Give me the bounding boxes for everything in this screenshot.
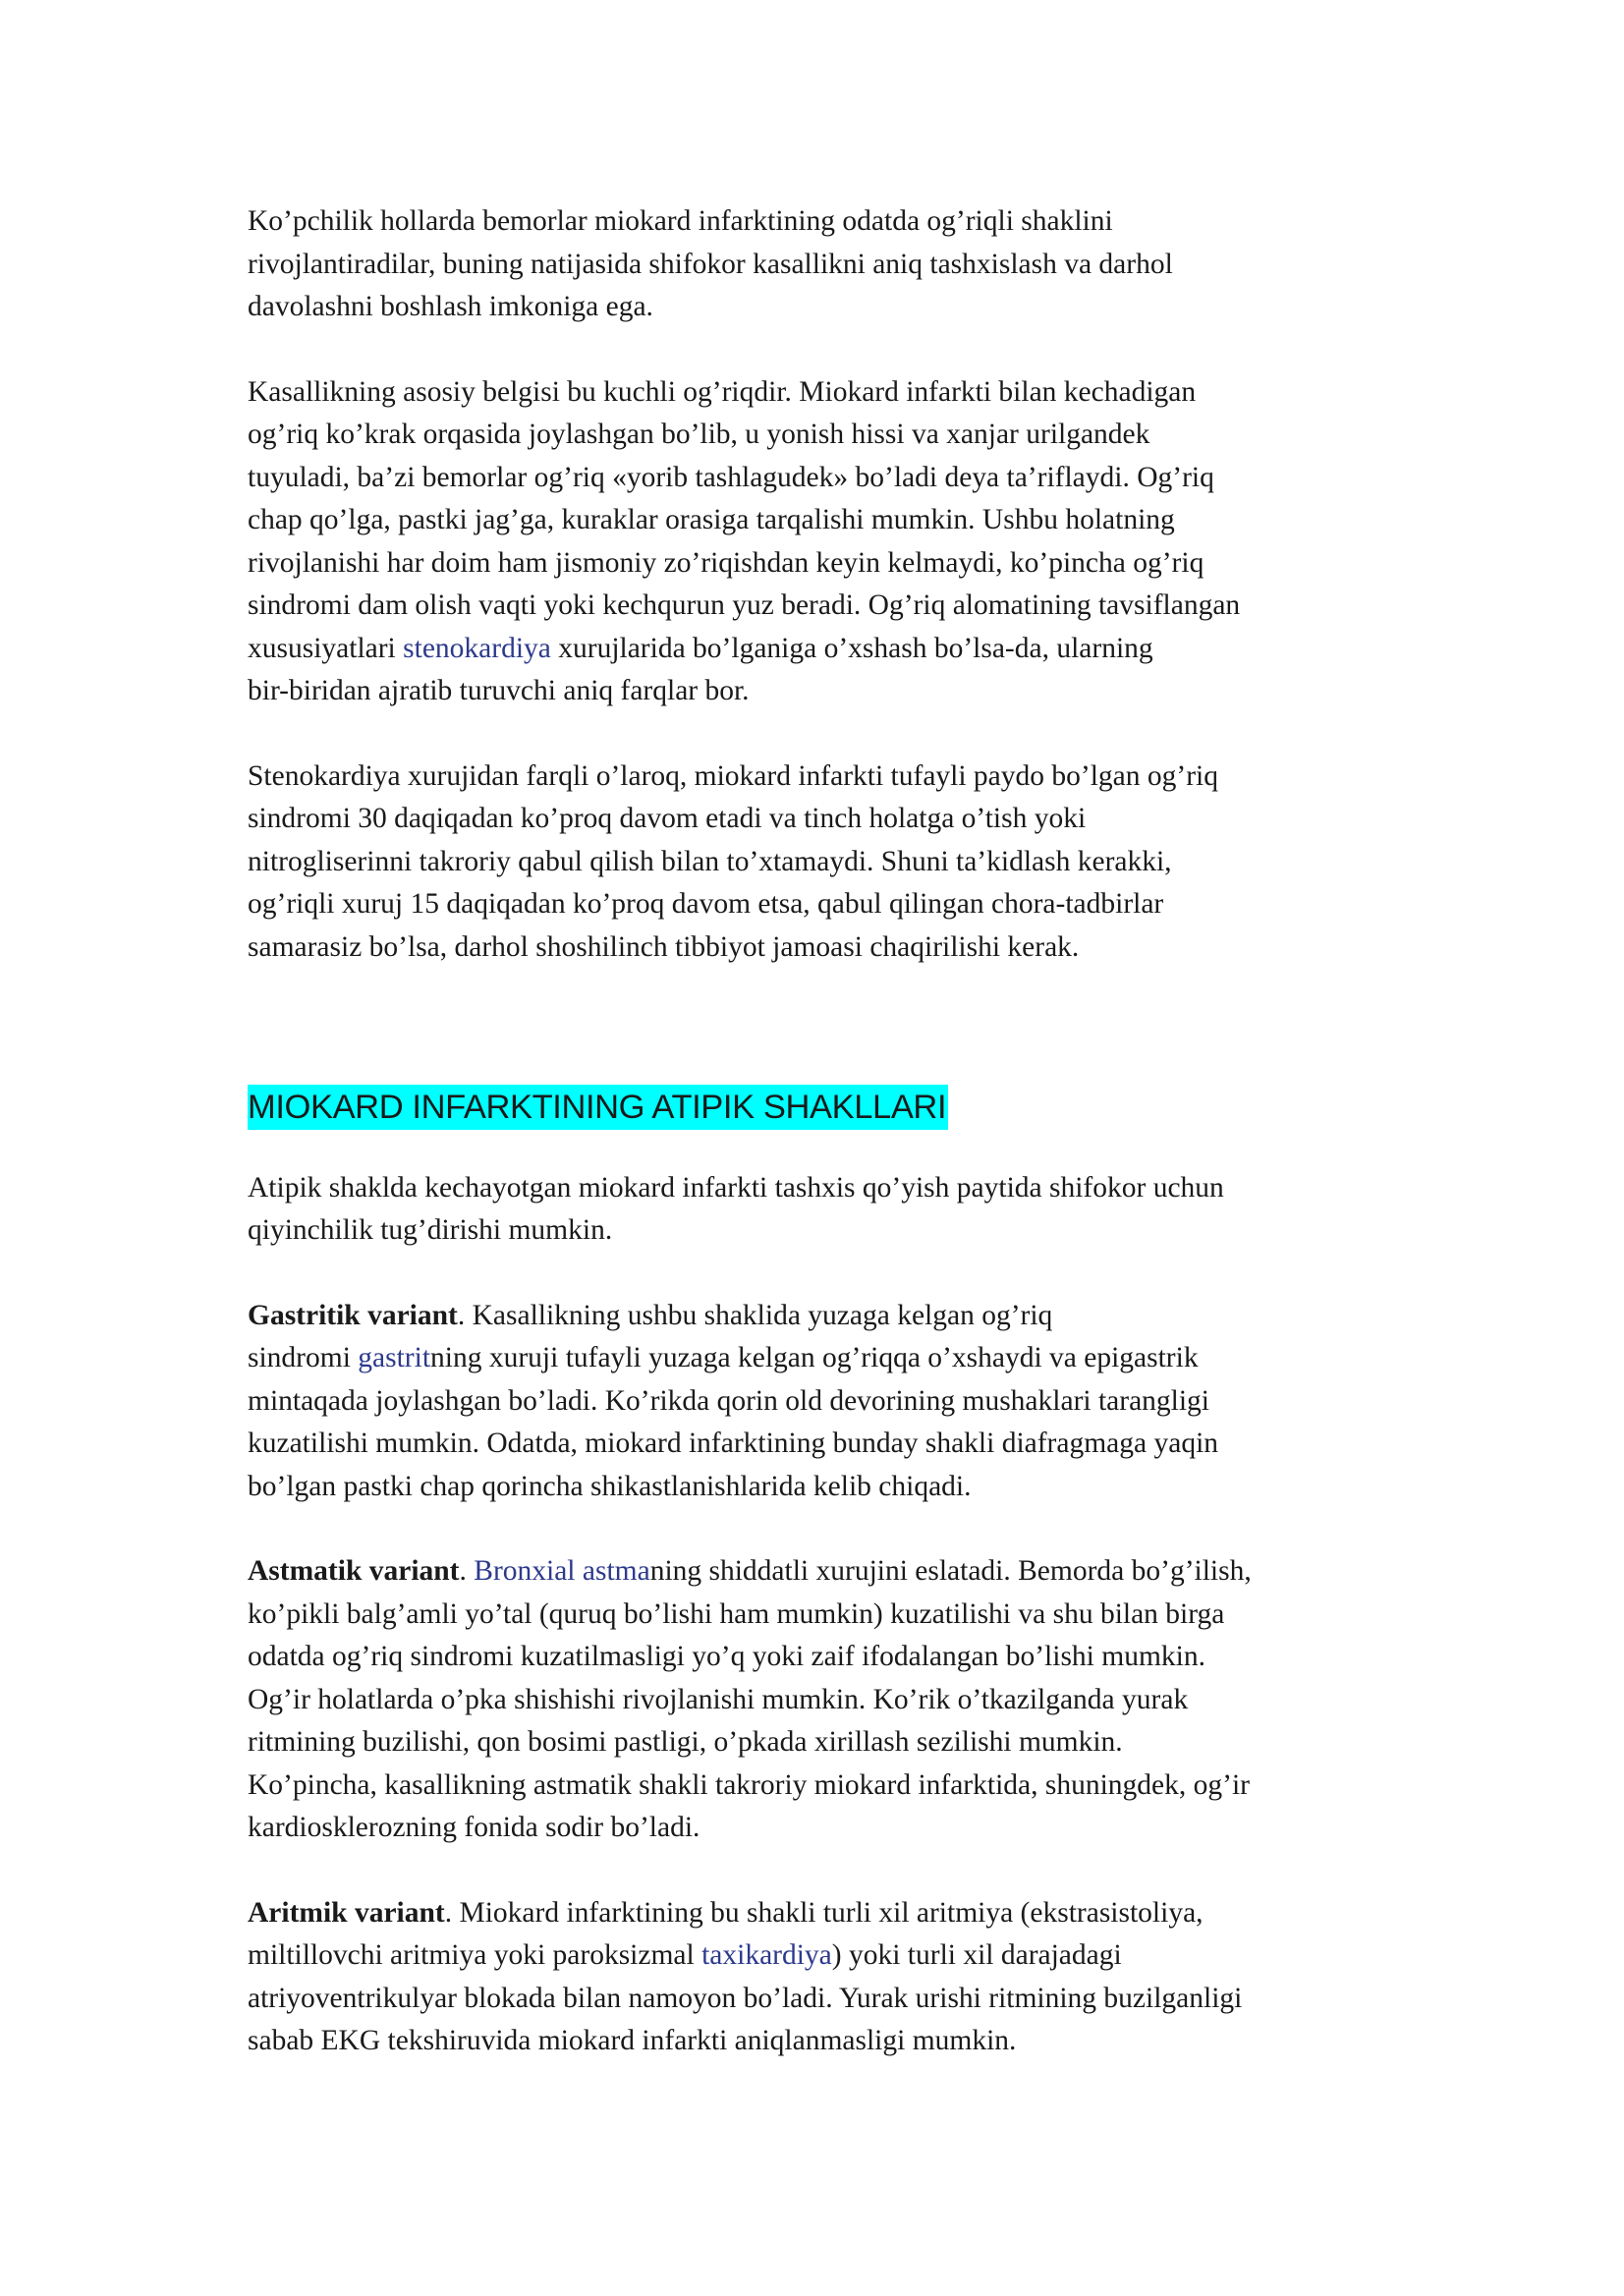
paragraph-astmatik-variant (248, 1550, 1427, 1850)
text-line: qiyinchilik tug’dirishi mumkin. (248, 1214, 613, 1246)
section-heading-wrapper (248, 1085, 1427, 1132)
link-taxikardiya[interactable]: taxikardiya (701, 1939, 832, 1971)
text-line: sindromi 30 daqiqadan ko’proq davom etadi va tinch holatga o’tish yoki (248, 803, 1087, 834)
text-line: mintaqada joylashgan bo’ladi. Ko’rikda qorin old devorining mushaklari tarangligi (248, 1384, 1210, 1417)
paragraph-aritmik-variant (248, 1892, 1427, 2063)
text-segment: ning xuruji tufayli yuzaga kelgan og’riqqa o’xshaydi va epigastrik (430, 1342, 1199, 1373)
paragraph-angina-difference (248, 756, 1427, 970)
text-line: davolashni boshlash imkoniga ega. (248, 291, 653, 322)
text-segment: . (459, 1555, 475, 1587)
text-line (248, 1295, 1427, 1338)
section-heading: MIOKARD INFARKTINING ATIPIK SHAKLLARI (248, 1085, 948, 1130)
text-segment: xususiyatlari (248, 632, 404, 664)
text-line: bo’lgan pastki chap qorincha shikastlanishlarida kelib chiqadi. (248, 1470, 972, 1502)
variant-title: Astmatik variant (248, 1555, 460, 1587)
text-line: Stenokardiya xurujidan farqli o’laroq, miokard infarkti tufayli paydo bo’lgan og’riq (248, 759, 1218, 792)
text-segment: ) yoki turli xil darajadagi (831, 1939, 1122, 1971)
text-line: kardiosklerozning fonida sodir bo’ladi. (248, 1812, 700, 1843)
text-line (248, 1550, 1427, 1594)
text-line: bir-biridan ajratib turuvchi aniq farqlar bor. (248, 675, 750, 706)
text-line: rivojlanishi har doim ham jismoniy zo’riqishdan keyin kelmaydi, ko’pincha og’riq (248, 546, 1204, 579)
text-line: Ko’pchilik hollarda bemorlar miokard infarktining odatda og’riqli shaklini (248, 205, 1113, 237)
variant-title: Aritmik variant (248, 1896, 445, 1929)
text-segment: . Kasallikning ushbu shaklida yuzaga kelgan og’riq (457, 1299, 1053, 1331)
paragraph-atypical-intro (248, 1167, 1427, 1253)
text-line: sindromi dam olish vaqti yoki kechqurun yuz beradi. Og’riq alomatining tavsiflangan (248, 589, 1241, 621)
text-line: ko’pikli balg’amli yo’tal (quruq bo’lishi ham mumkin) kuzatilishi va shu bilan birga (248, 1597, 1225, 1630)
text-line: chap qo’lga, pastki jag’ga, kuraklar orasiga tarqalishi mumkin. Ushbu holatning (248, 504, 1175, 535)
text-line: og’riq ko’krak orqasida joylashgan bo’lib, u yonish hissi va xanjar urilgandek (248, 419, 1150, 450)
text-line: Atipik shaklda kechayotgan miokard infarkti tashxis qo’yish paytida shifokor uchun (248, 1171, 1224, 1204)
text-segment: ning shiddatli xurujini eslatadi. Bemorda bo’g’ilish, (649, 1555, 1252, 1587)
variant-title: Gastritik variant (248, 1299, 458, 1331)
text-line: ritmining buzilishi, qon bosimi pastligi, o’pkada xirillash sezilishi mumkin. (248, 1726, 1123, 1758)
text-line: tuyuladi, ba’zi bemorlar og’riq «yorib tashlagudek» bo’ladi deya ta’riflaydi. Og’riq (248, 461, 1214, 493)
text-line: atriyoventrikulyar blokada bilan namoyon bo’ladi. Yurak urishi ritmining buzilganligi (248, 1982, 1243, 2014)
text-line: nitrogliserinni takroriy qabul qilish bilan to’xtamaydi. Shuni ta’kidlash kerakki, (248, 845, 1172, 877)
text-line: odatda og’riq sindromi kuzatilmasligi yo’q yoki zaif ifodalangan bo’lishi mumkin. (248, 1641, 1205, 1672)
text-line (248, 1934, 1427, 1978)
text-line: Ko’pincha, kasallikning astmatik shakli takroriy miokard infarktida, shuningdek, og’ir (248, 1768, 1250, 1801)
text-segment: . Miokard infarktining bu shakli turli xil aritmiya (ekstrasistoliya, (444, 1896, 1204, 1929)
text-line: samarasiz bo’lsa, darhol shoshilinch tibbiyot jamoasi chaqirilishi kerak. (248, 930, 1080, 963)
paragraph-gastritik-variant (248, 1295, 1427, 1509)
link-gastrit[interactable]: gastrit (358, 1342, 431, 1373)
link-bronxial-astma[interactable]: Bronxial astma (474, 1555, 650, 1587)
text-segment: miltillovchi aritmiya yoki paroksizmal (248, 1939, 702, 1971)
text-line: Kasallikning asosiy belgisi bu kuchli og’riqdir. Miokard infarkti bilan kechadigan (248, 375, 1197, 408)
text-line: kuzatilishi mumkin. Odatda, miokard infarktining bunday shakli diafragmaga yaqin (248, 1428, 1219, 1459)
text-line: sabab EKG tekshiruvida miokard infarkti aniqlanmasligi mumkin. (248, 2025, 1017, 2056)
text-line (248, 1337, 1427, 1380)
text-segment: sindromi (248, 1342, 359, 1373)
text-line (248, 1892, 1427, 1935)
text-line: og’riqli xuruj 15 daqiqadan ko’proq davom etsa, qabul qilingan chora-tadbirlar (248, 888, 1164, 920)
text-segment: xurujlarida bo’lganiga o’xshash bo’lsa-da, ularning (550, 632, 1153, 664)
link-stenokardiya[interactable]: stenokardiya (403, 632, 551, 664)
text-line: Og’ir holatlarda o’pka shishishi rivojlanishi mumkin. Ko’rik o’tkazilganda yurak (248, 1683, 1189, 1715)
paragraph-main-symptom (248, 371, 1427, 713)
paragraph-intro (248, 200, 1427, 329)
text-line: rivojlantiradilar, buning natijasida shifokor kasallikni aniq tashxislash va darhol (248, 248, 1173, 280)
document-page (248, 200, 1427, 2063)
text-line (248, 628, 1427, 671)
